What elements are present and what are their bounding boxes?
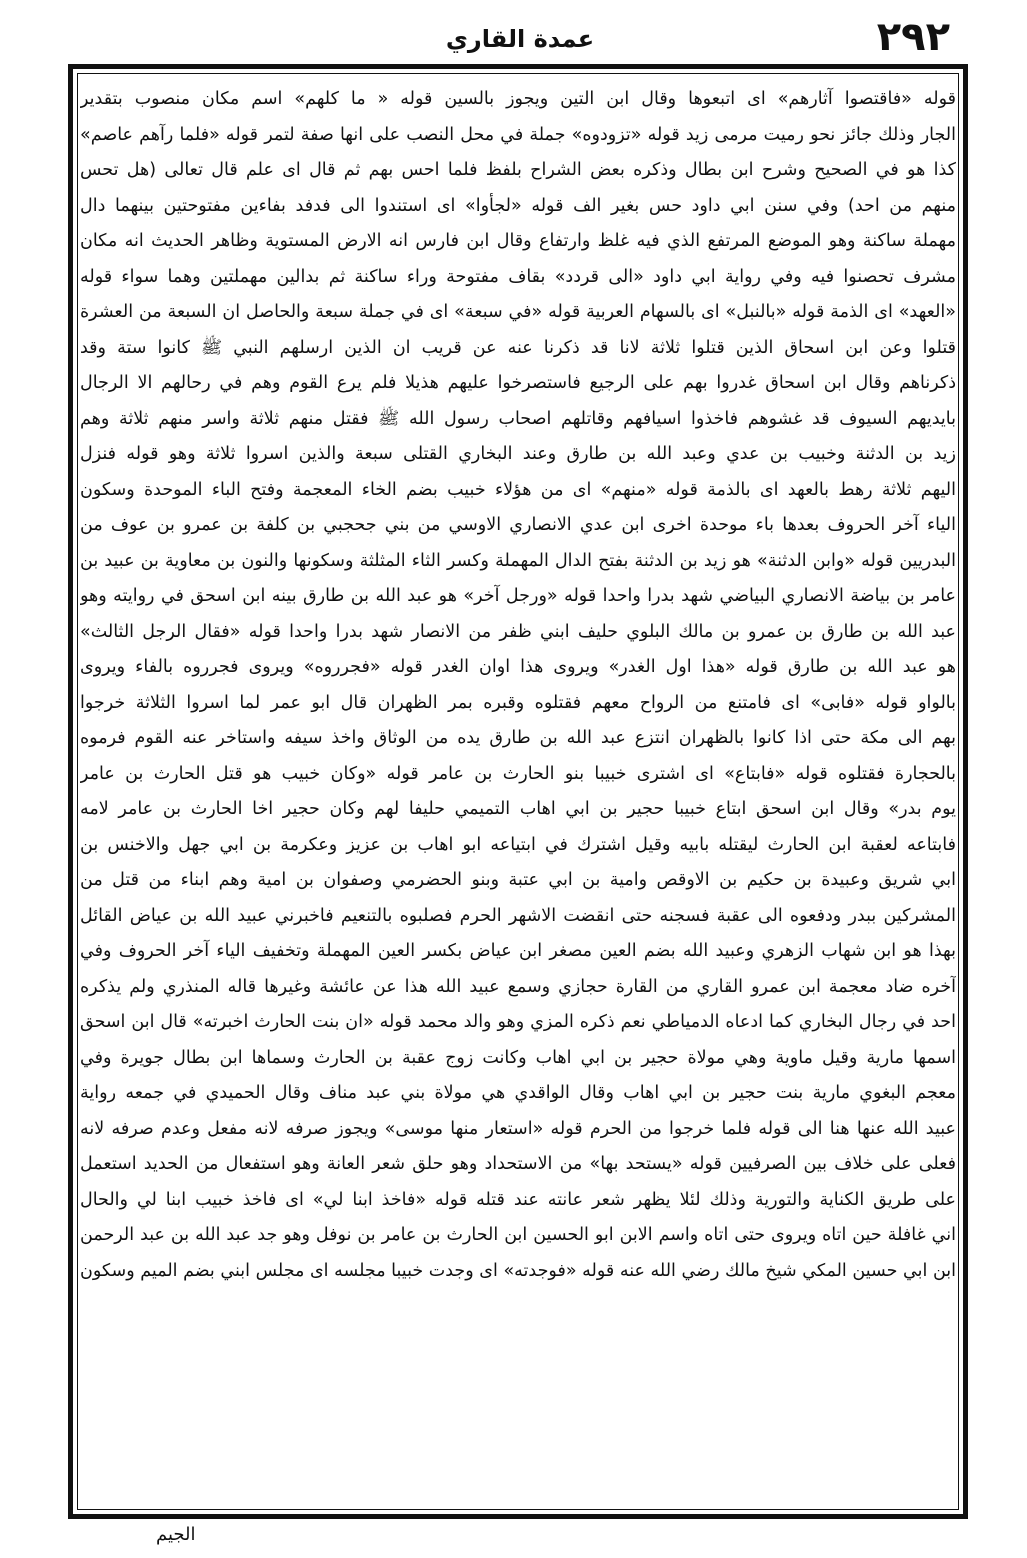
page-number: ٢٩٢ (876, 14, 950, 60)
text-line: احد في رجال البخاري كما ادعاه الدمياطي نعم ذكره المزي وهو والد محمد قوله «ان بنت الحارث اخبرته» قال ابن اسحق (80, 1012, 956, 1032)
text-line: البدريين قوله «وابن الدثنة» هو زيد بن الدثنة بفتح الدال المهملة وكسر الثاء المثلثة وسكونها والنون بن معاوية بن عبيد بن (80, 550, 956, 571)
text-line: فابتاعه لعقبة ابن الحارث ليقتله بابيه وقيل اشترك في ابتياعه ابو اهاب بن عزيز وعكرمة بن ابي جهل والاخنس بن (80, 834, 956, 855)
text-line: اليهم ثلاثة رهط بالعهد اى بالذمة قوله «منهم» اى من هؤلاء خبيب بضم الخاء المعجمة وفتح الباء الموحدة وسكون (80, 479, 956, 500)
text-line: المشركين ببدر ودفعوه الى عقبة فسجنه حتى انقضت الاشهر الحرم فصلبوه بالتنعيم فاخبرني عبيد الله بن عياض القائل (80, 905, 956, 926)
text-line: الياء آخر الحروف بعدها باء موحدة اخرى ابن عدي الانصاري الاوسي من بني جحجبي بن كلفة بن عمرو بن عوف من (80, 515, 956, 535)
text-line: بهذا هو ابن شهاب الزهري وعبيد الله بضم العين مصغر ابن عياض بكسر العين المهملة وتخفيف الياء آخر الحروف وفي (80, 941, 956, 961)
text-line: اني غافلة حين اتاه ويروى حتى اتاه واسم الابن ابو الحسين ابن الحارث بن عامر بن نوفل وهو جد عبد الله بن عبد الرحمن (80, 1225, 956, 1245)
text-line: هو عبد الله بن طارق قوله «هذا اول الغدر» ويروى هذا اوان الغدر قوله «فجرروه» ويروى فجرروه بالفاء ويروى (80, 657, 956, 677)
page-header (60, 10, 960, 62)
text-line: آخره ضاد معجمة ابن عمرو القاري من القارة حجازي وسمع عبيد الله هذا عن عائشة وغيرها قاله المنذري ولم يذكره (80, 976, 956, 997)
text-line: كذا هو في الصحيح وشرح ابن بطال وذكره بعض الشراح بلفظ فلما احس بهم ثم قال اى علم قال تعالى (هل تحس (80, 160, 956, 180)
text-line: بالواو قوله «فابى» اى فامتنع من الرواح معهم فقتلوه وقبره بمر الظهران قال ابو عمر لما اسروا الثلاثة خرجوا (80, 692, 956, 713)
text-line: زيد بن الدثنة وخبيب بن عدي وعبد الله بن طارق وعند البخاري القتلى سبعة والذين اسروا ثلاثة وهو قوله فنزل (80, 444, 956, 464)
text-line: على طريق الكناية والتورية وذلك لئلا يظهر شعر عانته عند قتله قوله «فاخذ ابنا لي» اى فاخذ خبيب ابنا لي والحال (80, 1189, 956, 1210)
text-line: مشرف تحصنوا فيه وفي رواية ابي داود «الى قردد» بقاف مفتوحة وراء ساكنة ثم بدالين مهملتين وهما سواء قوله (80, 266, 956, 287)
text-line: عبيد الله عنها هنا الى قوله فلما خرجوا من الحرم قوله «استعار منها موسى» ويجوز صرفه لانه مفعل وعدم صرفه لانه (80, 1118, 956, 1139)
text-line: بايديهم السيوف قد غشوهم فاخذوا اسيافهم وقاتلهم اصحاب رسول الله ﷺ فقتل منهم ثلاثة واسر منهم ثلاثة وهم (80, 408, 956, 429)
text-line: معجم البغوي مارية بنت حجير بن ابي اهاب وقال الواقدي هي مولاة بني عبد مناف وقال الحميدي في جمعه رواية (80, 1083, 956, 1103)
catchword: الجيم (156, 1524, 196, 1545)
text-line: «العهد» اى الذمة قوله «بالنبل» اى بالسهام العربية قوله «في سبعة» اى في جملة سبعة والحاصل ان السبعة من العشرة (80, 302, 956, 322)
text-line: بهم الى مكة حتى اذا كانوا بالظهران انتزع عبد الله بن طارق يده من الوثاق واخذ سيفه واستاخر عنه القوم فرموه (80, 728, 956, 748)
text-line: الجار وذلك جائز نحو رميت مرمى زيد قوله «تزودوه» جملة في محل النصب على انها صفة لتمر قوله «فلما رآهم عاصم» (80, 124, 956, 145)
text-line: ذكرناهم وقال ابن اسحاق غدروا بهم على الرجيع فاستصرخوا عليهم هذيلا فلم يرع القوم وهم في رحالهم الا الرجال (80, 373, 956, 393)
text-line: مهملة ساكنة وهو الموضع المرتفع الذي فيه غلظ وارتفاع وقال ابن فارس انه الارض المستوية وظاهر الحديث انه مكان (80, 231, 956, 251)
running-title: عمدة القاري (445, 25, 595, 53)
text-line: عبد الله بن طارق بن عمرو بن مالك البلوي حليف ابني ظفر من الانصار شهد بدرا واحدا قوله «فقال الرجل الثالث» (80, 621, 956, 642)
text-line: منهم من احد) وفي سنن ابي داود حس بغير الف قوله «لجأوا» اى استندوا الى فدفد بفاءين مفتوحتين بينهما دال (80, 195, 956, 216)
commentary-text (80, 82, 956, 1502)
text-line: قوله «فاقتصوا آثارهم» اى اتبعوها وقال ابن التين ويجوز بالسين قوله « ما كلهم» اسم مكان منصوب بتقدير (80, 89, 956, 109)
text-line: قتلوا وعن ابن اسحاق الذين قتلوا ثلاثة لانا قد ذكرنا عنه عن قريب ان الذين ارسلهم النبي ﷺ كانوا ستة وقد (80, 337, 956, 358)
text-line: يوم بدر» وقال ابن اسحق ابتاع خبيبا حجير بن ابي اهاب التميمي حليفا لهم وكان حجير اخا الحارث بن عامر لامه (80, 799, 956, 819)
text-line: ابي شريق وعبيدة بن حكيم بن الاوقص وامية بن ابي عتبة وبنو الحضرمي وصفوان بن امية وهم ابناء من قتل من (80, 870, 956, 890)
text-line: عامر بن بياضة الانصاري البياضي شهد بدرا واحدا قوله «ورجل آخر» هو عبد الله بن طارق بينه ابن اسحق في روايته وهو (80, 586, 956, 606)
text-line: ابن ابي حسين المكي شيخ مالك رضي الله عنه قوله «فوجدته» اى وجدت خبيبا مجلسه اى مجلس ابني بضم الميم وسكون (80, 1260, 956, 1281)
text-line: بالحجارة فقتلوه قوله «فابتاع» اى اشترى خبيبا بنو الحارث بن عامر قوله «وكان خبيب هو قتل الحارث بن عامر (80, 763, 956, 784)
text-line: اسمها مارية وقيل ماوية وهي مولاة حجير بن ابي اهاب وكانت زوج عقبة بن الحارث وسماها ابن بطال جويرة وفي (80, 1047, 956, 1068)
text-line: فعلى على خلاف بين الصرفيين قوله «يستحد بها» من الاستحداد وهو حلق شعر العانة وهو استفعال من الحديد استعمل (80, 1154, 956, 1174)
